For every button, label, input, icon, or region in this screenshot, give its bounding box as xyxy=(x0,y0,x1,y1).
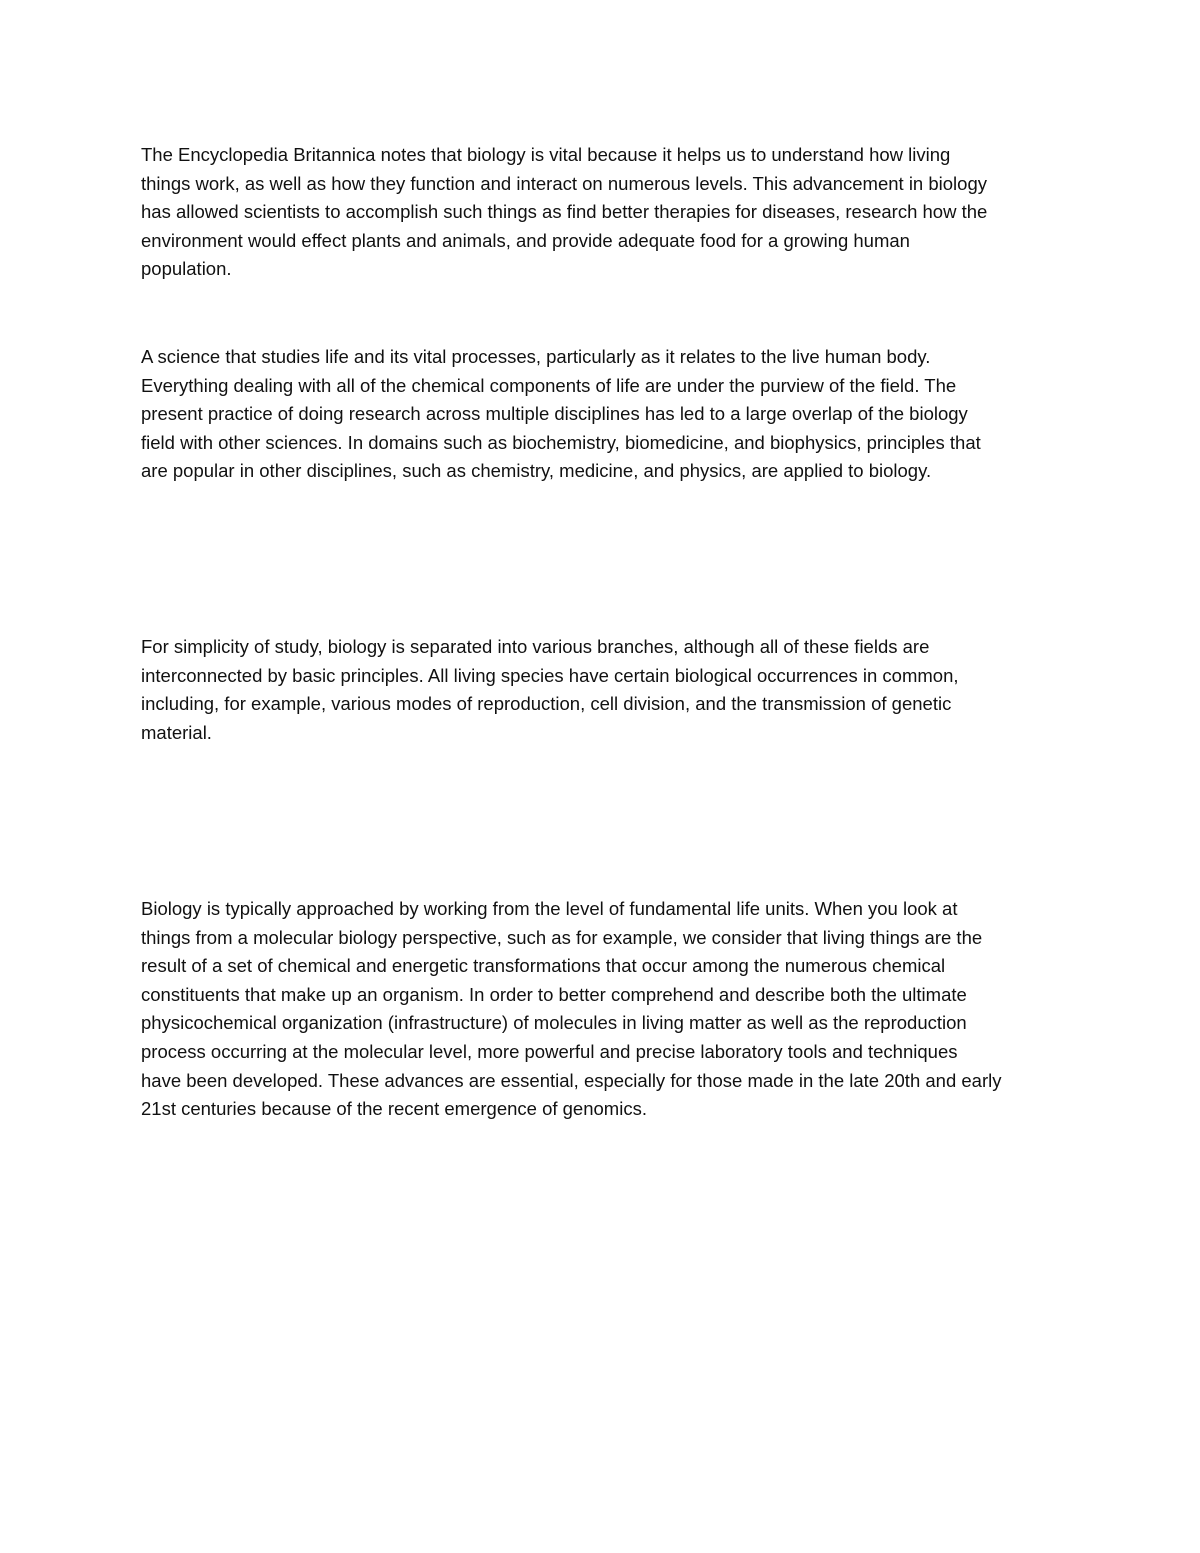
paragraph-line: physicochemical organization (infrastructure) of molecules in living matter as well as the reproduction xyxy=(141,1012,967,1034)
paragraph-biology-definition xyxy=(141,343,1071,486)
paragraph-line: environment would effect plants and animals, and provide adequate food for a growing human xyxy=(141,229,910,251)
paragraph-line: process occurring at the molecular level, more powerful and precise laboratory tools and techniques xyxy=(141,1040,958,1062)
paragraph-biology-importance xyxy=(141,141,1071,284)
paragraph-line: things from a molecular biology perspective, such as for example, we consider that living things are the xyxy=(141,926,983,948)
paragraph-line: Everything dealing with all of the chemical components of life are under the purview of the field. The xyxy=(141,374,957,396)
paragraph-line: Biology is typically approached by working from the level of fundamental life units. When you look at xyxy=(141,898,958,919)
paragraph-line: For simplicity of study, biology is separated into various branches, although all of these fields are xyxy=(141,636,930,657)
paragraph-line: has allowed scientists to accomplish such things as find better therapies for diseases, research how the xyxy=(141,201,988,223)
paragraph-biology-branches xyxy=(141,633,1071,747)
paragraph-line: field with other sciences. In domains such as biochemistry, biomedicine, and biophysics, principles that xyxy=(141,431,981,453)
paragraph-line: including, for example, various modes of reproduction, cell division, and the transmission of genetic xyxy=(141,693,952,715)
paragraph-line: 21st centuries because of the recent emergence of genomics. xyxy=(141,1098,647,1120)
paragraph-line: interconnected by basic principles. All living species have certain biological occurrences in common, xyxy=(141,664,959,686)
paragraph-line: result of a set of chemical and energetic transformations that occur among the numerous chemical xyxy=(141,955,946,977)
paragraph-line: The Encyclopedia Britannica notes that biology is vital because it helps us to understand how living xyxy=(141,144,951,165)
paragraph-line: A science that studies life and its vital processes, particularly as it relates to the live human body. xyxy=(141,346,931,367)
paragraph-line: population. xyxy=(141,258,232,280)
paragraph-line: constituents that make up an organism. In order to better comprehend and describe both the ultimate xyxy=(141,983,967,1005)
paragraph-line: material. xyxy=(141,721,212,743)
paragraph-line: are popular in other disciplines, such as chemistry, medicine, and physics, are applied to biology. xyxy=(141,460,932,482)
paragraph-molecular-biology xyxy=(141,895,1071,1124)
paragraph-line: present practice of doing research across multiple disciplines has led to a large overlap of the biology xyxy=(141,403,968,425)
paragraph-line: things work, as well as how they function and interact on numerous levels. This advancement in biology xyxy=(141,172,987,194)
paragraph-line: have been developed. These advances are essential, especially for those made in the late 20th and early xyxy=(141,1069,1002,1091)
